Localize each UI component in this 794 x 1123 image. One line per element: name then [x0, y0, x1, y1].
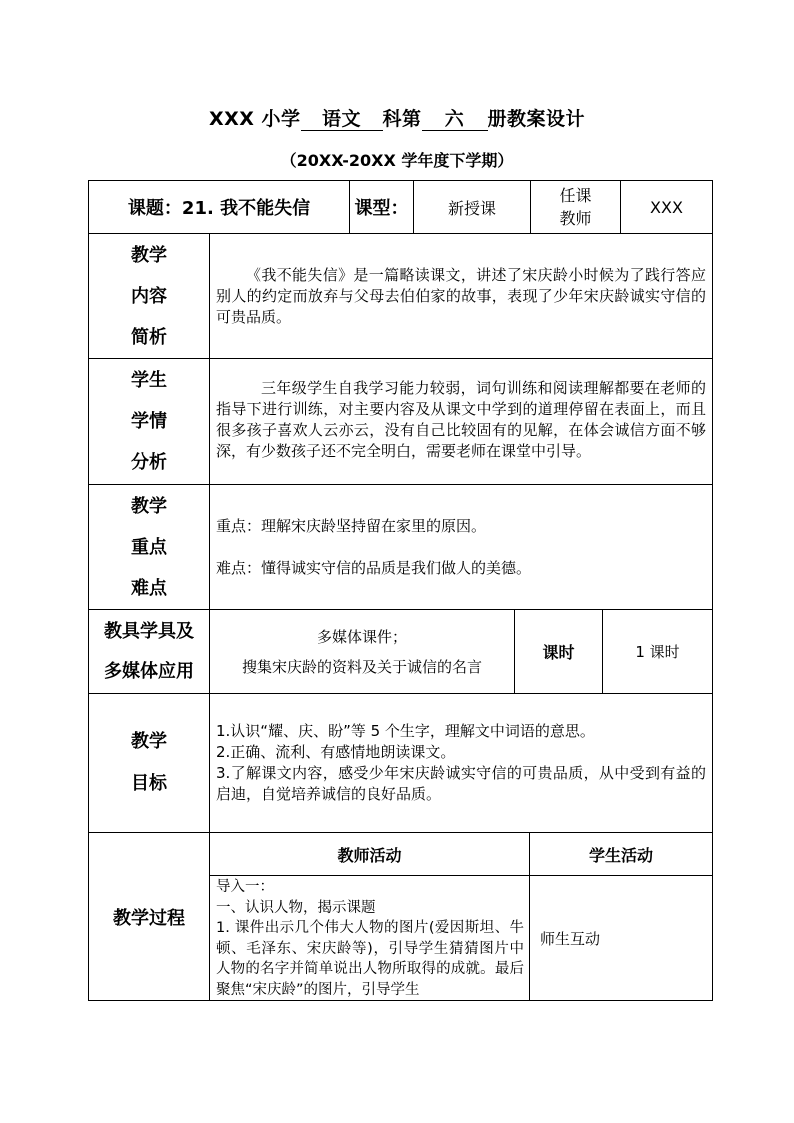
hours-label: 课时	[542, 643, 575, 662]
subject-blank: 语文	[301, 108, 383, 131]
label-line: 重点	[131, 536, 167, 558]
activity-line: 一、认识人物，揭示课题	[216, 899, 376, 916]
goal-item: 3.了解课文内容，感受少年宋庆龄诚实守信的可贵品质，从中受到有益的启迪，自觉培养诚信的良好品质。	[216, 764, 706, 803]
label-line: 目标	[131, 773, 167, 794]
type-value: 新授课	[447, 198, 496, 218]
topic-cell: 课题：21. 我不能失信	[127, 198, 311, 219]
teacher-value: XXX	[650, 197, 683, 217]
activity-line: 1. 课件出示几个伟大人物的图片(爱因斯坦、牛顿、毛泽东、宋庆龄等)，引导学生猜猜图片中人物的名字并简单说出人物所取得的成就。最后聚焦“宋庆龄”的图片，引导学生	[216, 920, 524, 998]
label-line: 难点	[131, 577, 167, 599]
teacher-activity-header: 教师活动	[337, 845, 402, 865]
keypoints-label	[89, 485, 209, 609]
label-line: 内容	[131, 285, 167, 307]
goals-list	[216, 721, 706, 805]
student-activity-header: 学生活动	[588, 845, 653, 865]
label-line: 分析	[131, 452, 167, 473]
label-line: 学情	[131, 411, 167, 432]
label-line: 多媒体应用	[104, 660, 194, 682]
label-line: 教具学具及	[104, 620, 194, 642]
teacher-label	[531, 181, 620, 233]
analysis-label	[89, 359, 209, 484]
media-line: 多媒体课件；	[316, 627, 407, 646]
analysis-text: 三年级学生自我学习能力较弱，词句训练和阅读理解都要在老师的指导下进行训练，对主要内容及从课文中学到的道理停留在表面上，而且很多孩子喜欢人云亦云，没有自己比较固有的见解，在体会诚信方面不够深，有少数孩子还不完全明白，需要老师在课堂中引导。	[216, 379, 706, 460]
media-line: 搜集宋庆龄的资料及关于诚信的名言	[241, 657, 482, 676]
label-line: 学生	[131, 370, 167, 391]
key-point-text: 重点：理解宋庆龄坚持留在家里的原因。	[216, 517, 487, 535]
content-text: 《我不能失信》是一篇略读课文，讲述了宋庆龄小时候为了践行答应别人的约定而放弃与父母去伯伯家的故事，表现了少年宋庆龄诚实守信的可贵品质。	[216, 266, 706, 326]
hours-value: 1 课时	[635, 643, 680, 661]
title-tail: 册教案设计	[487, 108, 586, 130]
label-line: 教学	[131, 244, 167, 266]
goal-item: 1.认识“耀、庆、盼”等 5 个生字，理解文中词语的意思。	[216, 722, 595, 740]
teacher-label-line: 任课	[559, 186, 592, 205]
school-name: XXX 小学	[208, 108, 301, 130]
goals-label	[89, 694, 209, 832]
volume-blank: 六	[422, 108, 488, 131]
label-line: 教学	[131, 731, 167, 752]
label-line: 简析	[131, 326, 167, 348]
activity-line: 导入一：	[216, 879, 274, 895]
media-label	[89, 610, 209, 693]
content-label	[89, 234, 209, 358]
teacher-activity-text	[216, 877, 524, 999]
type-label: 课型：	[354, 198, 409, 219]
term-subtitle: （20XX-20XX 学年度下学期）	[280, 151, 514, 170]
difficulty-text: 难点：懂得诚实守信的品质是我们做人的美德。	[216, 559, 532, 577]
label-line: 教学	[131, 495, 167, 517]
media-content	[210, 610, 514, 693]
student-activity-text: 师生互动	[539, 929, 600, 948]
subject-word: 科第	[382, 108, 422, 130]
process-label: 教学过程	[113, 907, 185, 929]
goal-item: 2.正确、流利、有感情地朗读课文。	[216, 743, 456, 761]
teacher-label-line: 教师	[559, 209, 592, 228]
